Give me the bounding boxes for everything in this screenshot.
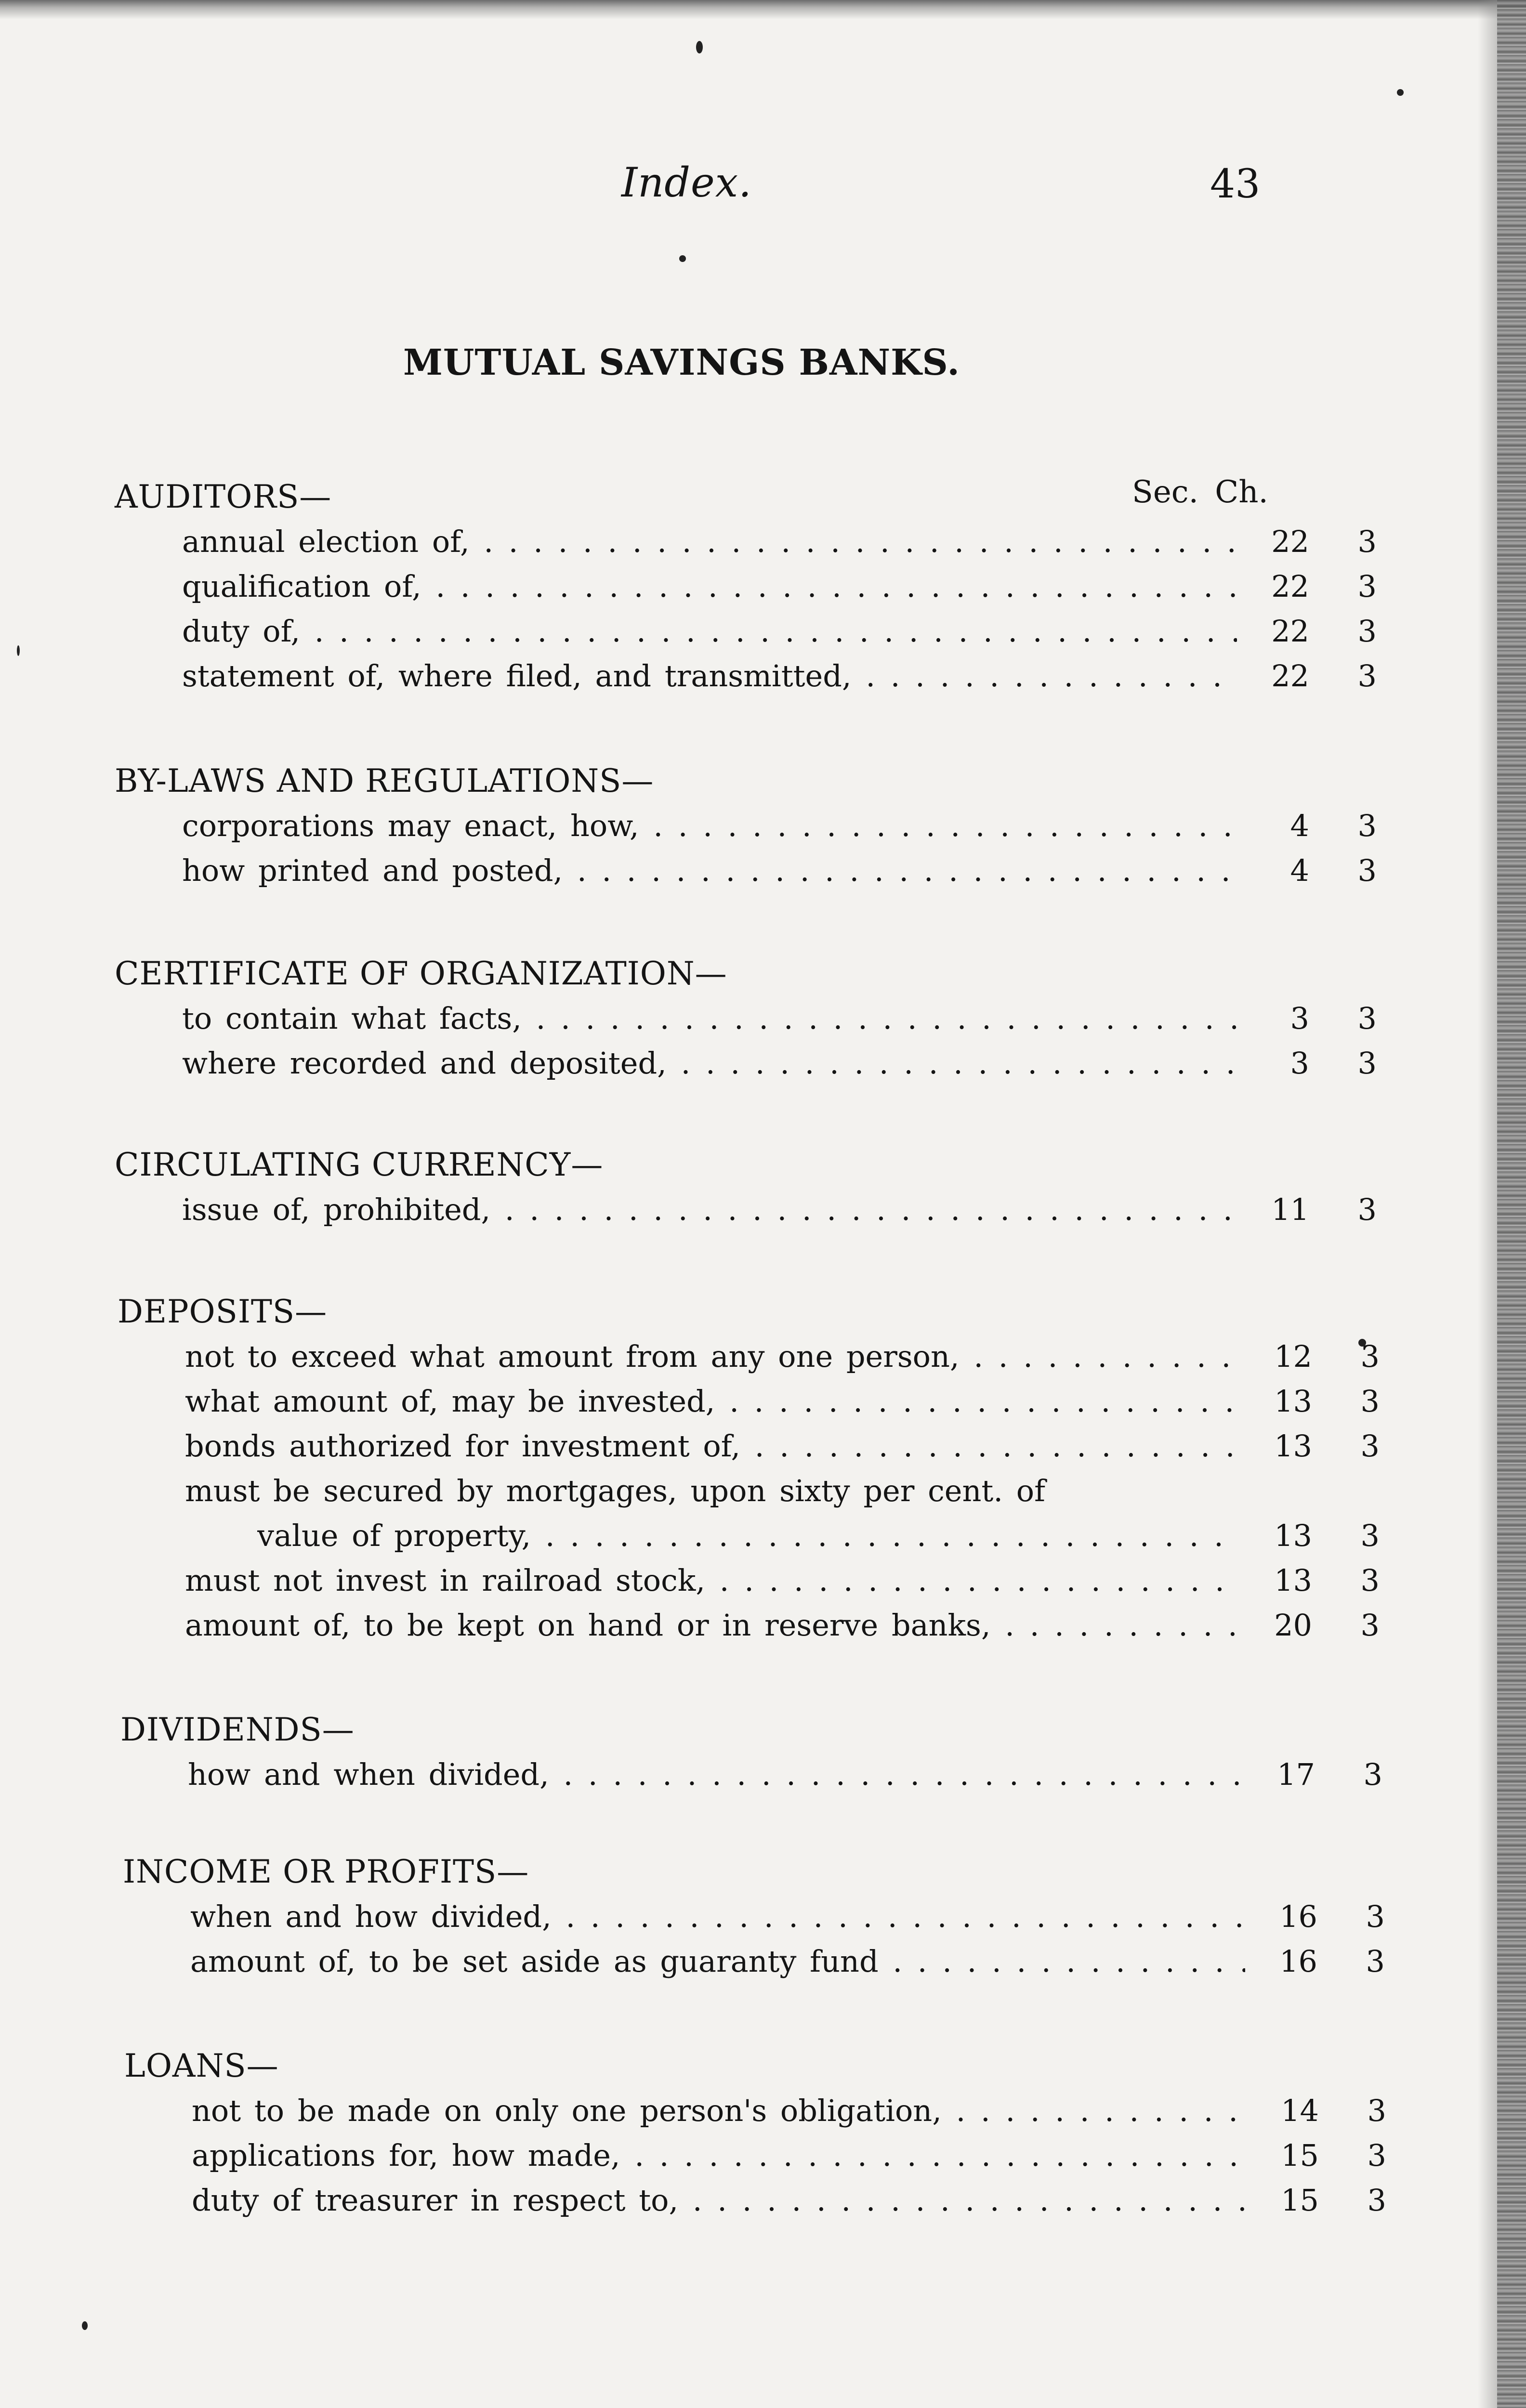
sec-column-header: Sec. bbox=[1132, 474, 1198, 510]
entry-text: must not invest in railroad stock, . . . bbox=[185, 1558, 1240, 1603]
index-entry bbox=[124, 2178, 1425, 2223]
entry-text: what amount of, may be invested, . . . bbox=[185, 1379, 1240, 1424]
entry-ch: 3 bbox=[1360, 1339, 1380, 1374]
section-heading: DIVIDENDS— bbox=[120, 1711, 355, 1748]
index-section-circulating-currency bbox=[115, 1142, 1415, 1232]
entry-sec: 22 bbox=[1271, 569, 1309, 604]
entry-sec: 4 bbox=[1290, 808, 1309, 843]
index-entry bbox=[118, 1603, 1418, 1648]
entry-ch: 3 bbox=[1366, 1944, 1385, 1979]
entry-ch: 3 bbox=[1357, 808, 1377, 843]
entry-text: amount of, to be set aside as guaranty fund . . . bbox=[190, 1939, 1245, 1984]
entry-text: applications for, how made, . . . bbox=[192, 2133, 1247, 2178]
index-entry bbox=[115, 996, 1415, 1041]
scan-edge-top bbox=[0, 0, 1526, 19]
entry-text: duty of treasurer in respect to, . . . bbox=[192, 2178, 1247, 2223]
index-section-deposits bbox=[118, 1289, 1418, 1648]
index-section-by-laws bbox=[115, 759, 1415, 893]
entry-ch: 3 bbox=[1360, 1384, 1380, 1419]
index-section-income-or-profits bbox=[123, 1849, 1423, 1984]
index-section-dividends bbox=[120, 1707, 1421, 1797]
entry-text: annual election of, . . . bbox=[182, 519, 1237, 564]
speck bbox=[17, 645, 20, 656]
entry-text: not to be made on only one person's obligation, . . . bbox=[192, 2088, 1247, 2133]
speck bbox=[1397, 89, 1404, 96]
entry-ch: 3 bbox=[1367, 2093, 1386, 2128]
scan-edge-shadow bbox=[1478, 0, 1497, 2408]
entry-text: duty of, . . . bbox=[182, 609, 1237, 654]
entry-ch: 3 bbox=[1357, 658, 1377, 694]
entry-ch: 3 bbox=[1357, 1046, 1377, 1081]
entry-sec: 13 bbox=[1274, 1563, 1312, 1598]
entry-sec: 22 bbox=[1271, 614, 1309, 649]
entry-ch: 3 bbox=[1360, 1608, 1380, 1643]
index-entry-continuation bbox=[118, 1513, 1418, 1558]
entry-sec: 17 bbox=[1277, 1757, 1315, 1792]
entry-text: corporations may enact, how, . . . bbox=[182, 803, 1237, 848]
index-entry bbox=[124, 2133, 1425, 2178]
section-heading: CIRCULATING CURRENCY— bbox=[115, 1146, 604, 1183]
section-heading: LOANS— bbox=[124, 2047, 279, 2084]
entry-ch: 3 bbox=[1357, 853, 1377, 888]
index-entry bbox=[115, 1187, 1415, 1232]
index-entry bbox=[118, 1468, 1418, 1513]
entry-text: where recorded and deposited, . . . bbox=[182, 1041, 1237, 1086]
entry-sec: 13 bbox=[1274, 1384, 1312, 1419]
entry-text: value of property, . . . bbox=[257, 1513, 1240, 1558]
entry-ch: 3 bbox=[1357, 614, 1377, 649]
entry-sec: 11 bbox=[1271, 1192, 1309, 1227]
entry-sec: 16 bbox=[1279, 1944, 1317, 1979]
speck bbox=[696, 41, 703, 53]
entry-sec: 16 bbox=[1279, 1899, 1317, 1934]
entry-ch: 3 bbox=[1357, 1001, 1377, 1036]
entry-text: must be secured by mortgages, upon sixty per cent. of bbox=[185, 1473, 1046, 1508]
entry-text: how printed and posted, . . . bbox=[182, 848, 1237, 893]
page-title: MUTUAL SAVINGS BANKS. bbox=[403, 342, 960, 383]
entry-text: bonds authorized for investment of, . . . bbox=[185, 1424, 1240, 1468]
section-heading: DEPOSITS— bbox=[118, 1293, 328, 1330]
entry-sec: 20 bbox=[1274, 1608, 1312, 1643]
entry-ch: 3 bbox=[1367, 2183, 1386, 2218]
entry-ch: 3 bbox=[1360, 1563, 1380, 1598]
entry-ch: 3 bbox=[1357, 1192, 1377, 1227]
index-entry bbox=[115, 609, 1415, 654]
entry-sec: 14 bbox=[1281, 2093, 1319, 2128]
entry-sec: 4 bbox=[1290, 853, 1309, 888]
index-entry bbox=[115, 848, 1415, 893]
index-section-loans bbox=[124, 2043, 1425, 2223]
index-entry bbox=[115, 654, 1415, 698]
entry-sec: 13 bbox=[1274, 1518, 1312, 1553]
entry-text: issue of, prohibited, . . . bbox=[182, 1187, 1237, 1232]
index-entry bbox=[120, 1752, 1421, 1797]
entry-ch: 3 bbox=[1367, 2138, 1386, 2173]
speck bbox=[679, 255, 686, 262]
entry-ch: 3 bbox=[1357, 524, 1377, 559]
entry-text: statement of, where filed, and transmitted, . . . bbox=[182, 654, 1237, 698]
index-entry bbox=[115, 1041, 1415, 1086]
entry-text: not to exceed what amount from any one person, . . . bbox=[185, 1334, 1240, 1379]
running-header: Index. bbox=[621, 159, 752, 206]
entry-ch: 3 bbox=[1357, 569, 1377, 604]
index-entry bbox=[115, 564, 1415, 609]
entry-sec: 22 bbox=[1271, 658, 1309, 694]
section-heading: AUDITORS— bbox=[115, 478, 332, 515]
entry-sec: 15 bbox=[1281, 2138, 1319, 2173]
entry-sec: 3 bbox=[1290, 1001, 1309, 1036]
index-entry bbox=[118, 1334, 1418, 1379]
entry-sec: 22 bbox=[1271, 524, 1309, 559]
index-section-certificate bbox=[115, 951, 1415, 1086]
index-entry bbox=[123, 1939, 1423, 1984]
entry-sec: 15 bbox=[1281, 2183, 1319, 2218]
entry-ch: 3 bbox=[1363, 1757, 1382, 1792]
entry-text: qualification of, . . . bbox=[182, 564, 1237, 609]
entry-text: how and when divided, . . . bbox=[188, 1752, 1243, 1797]
section-heading: INCOME OR PROFITS— bbox=[123, 1853, 529, 1890]
section-heading: CERTIFICATE OF ORGANIZATION— bbox=[115, 955, 727, 992]
index-entry bbox=[118, 1558, 1418, 1603]
scan-edge-right bbox=[1497, 0, 1526, 2408]
index-entry bbox=[124, 2088, 1425, 2133]
index-entry bbox=[123, 1894, 1423, 1939]
speck bbox=[82, 2321, 88, 2330]
index-entry bbox=[115, 519, 1415, 564]
index-entry bbox=[118, 1379, 1418, 1424]
entry-text: amount of, to be kept on hand or in reserve banks, . . . bbox=[185, 1603, 1240, 1648]
entry-sec: 12 bbox=[1274, 1339, 1312, 1374]
entry-sec: 3 bbox=[1290, 1046, 1309, 1081]
ch-column-header: Ch. bbox=[1215, 474, 1268, 510]
entry-text: to contain what facts, . . . bbox=[182, 996, 1237, 1041]
entry-text: when and how divided, . . . bbox=[190, 1894, 1245, 1939]
entry-ch: 3 bbox=[1360, 1428, 1380, 1464]
entry-sec: 13 bbox=[1274, 1428, 1312, 1464]
entry-ch: 3 bbox=[1366, 1899, 1385, 1934]
index-entry bbox=[118, 1424, 1418, 1468]
section-heading: BY-LAWS AND REGULATIONS— bbox=[115, 762, 654, 799]
entry-ch: 3 bbox=[1360, 1518, 1380, 1553]
index-section-auditors bbox=[115, 474, 1415, 698]
index-entry bbox=[115, 803, 1415, 848]
page-number: 43 bbox=[1210, 161, 1261, 207]
